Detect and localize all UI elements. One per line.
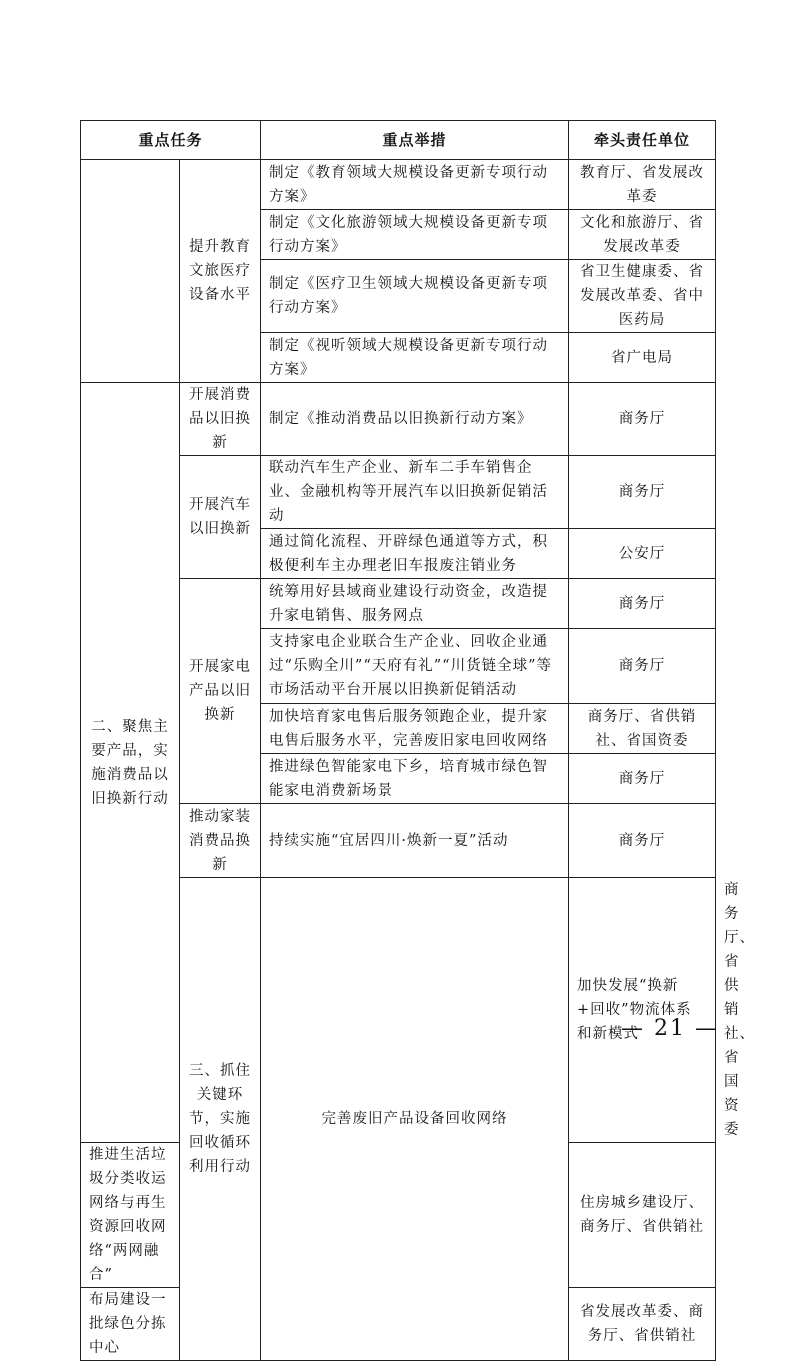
header-measure: 重点举措 [261,121,569,160]
unit-cell: 住房城乡建设厅、商务厅、省供销社 [569,1143,716,1288]
sec2-sub2-title: 开展汽车以旧换新 [180,456,261,579]
measure-cell: 制定《教育领域大规模设备更新专项行动方案》 [261,160,569,210]
measure-cell: 推进绿色智能家电下乡，培育城市绿色智能家电消费新场景 [261,754,569,804]
header-task: 重点任务 [81,121,261,160]
measure-cell: 制定《视听领域大规模设备更新专项行动方案》 [261,333,569,383]
measure-cell: 通过简化流程、开辟绿色通道等方式，积极便利车主办理老旧车报废注销业务 [261,529,569,579]
table-row [81,160,716,210]
header-row [81,121,716,160]
sec3-sub1-title: 完善废旧产品设备回收网络 [261,878,569,1361]
header-unit: 牵头责任单位 [569,121,716,160]
measure-cell: 制定《文化旅游领域大规模设备更新专项行动方案》 [261,210,569,260]
unit-cell: 商务厅、省供销社、省国资委 [569,704,716,754]
table-row [81,383,716,456]
measure-cell: 制定《医疗卫生领域大规模设备更新专项行动方案》 [261,260,569,333]
measure-cell: 持续实施“宜居四川·焕新一夏”活动 [261,804,569,878]
measure-cell: 统筹用好县域商业建设行动资金，改造提升家电销售、服务网点 [261,579,569,629]
measure-cell: 联动汽车生产企业、新车二手车销售企业、金融机构等开展汽车以旧换新促销活动 [261,456,569,529]
unit-cell: 商务厅 [569,754,716,804]
unit-cell: 商务厅 [569,456,716,529]
unit-cell: 商务厅 [569,629,716,704]
unit-cell: 商务厅 [569,804,716,878]
sec2-sub1-title: 开展消费品以旧换新 [180,383,261,456]
sec2-title: 二、聚焦主要产品，实施消费品以旧换新行动 [81,383,180,1143]
unit-cell: 商务厅 [569,579,716,629]
measure-cell: 支持家电企业联合生产企业、回收企业通过“乐购全川”“天府有礼”“川货链全球”等市场活动平台开展以旧换新促销活动 [261,629,569,704]
sec2-sub4-title: 推动家装消费品换新 [180,804,261,878]
measures-table [80,120,756,1361]
unit-cell: 省发展改革委、商务厅、省供销社 [569,1288,716,1361]
measure-cell: 推进生活垃圾分类收运网络与再生资源回收网络“两网融合” [81,1143,180,1288]
measure-cell: 布局建设一批绿色分拣中心 [81,1288,180,1361]
unit-cell: 公安厅 [569,529,716,579]
sec1-sub1-title: 提升教育文旅医疗设备水平 [180,160,261,383]
unit-cell: 省广电局 [569,333,716,383]
sec2-sub3-title: 开展家电产品以旧换新 [180,579,261,804]
table-row: 三、抓住关键环节，实施回收循环利用行动 完善废旧产品设备回收网络 加快发展“换新+回收”物流体系和新模式 商务厅、省供销社、省国资委 [81,878,716,1143]
unit-cell: 省卫生健康委、省发展改革委、省中医药局 [569,260,716,333]
measure-cell: 加快培育家电售后服务领跑企业，提升家电售后服务水平，完善废旧家电回收网络 [261,704,569,754]
measure-cell: 制定《推动消费品以旧换新行动方案》 [261,383,569,456]
sec1-task-cell [81,160,180,383]
sec3-title: 三、抓住关键环节，实施回收循环利用行动 [180,878,261,1361]
unit-cell: 教育厅、省发展改革委 [569,160,716,210]
unit-cell: 文化和旅游厅、省发展改革委 [569,210,716,260]
unit-cell: 商务厅 [569,383,716,456]
page-number: — 21 — [621,1016,719,1041]
measure-cell: 加快发展“换新+回收”物流体系和新模式 [569,878,716,1143]
